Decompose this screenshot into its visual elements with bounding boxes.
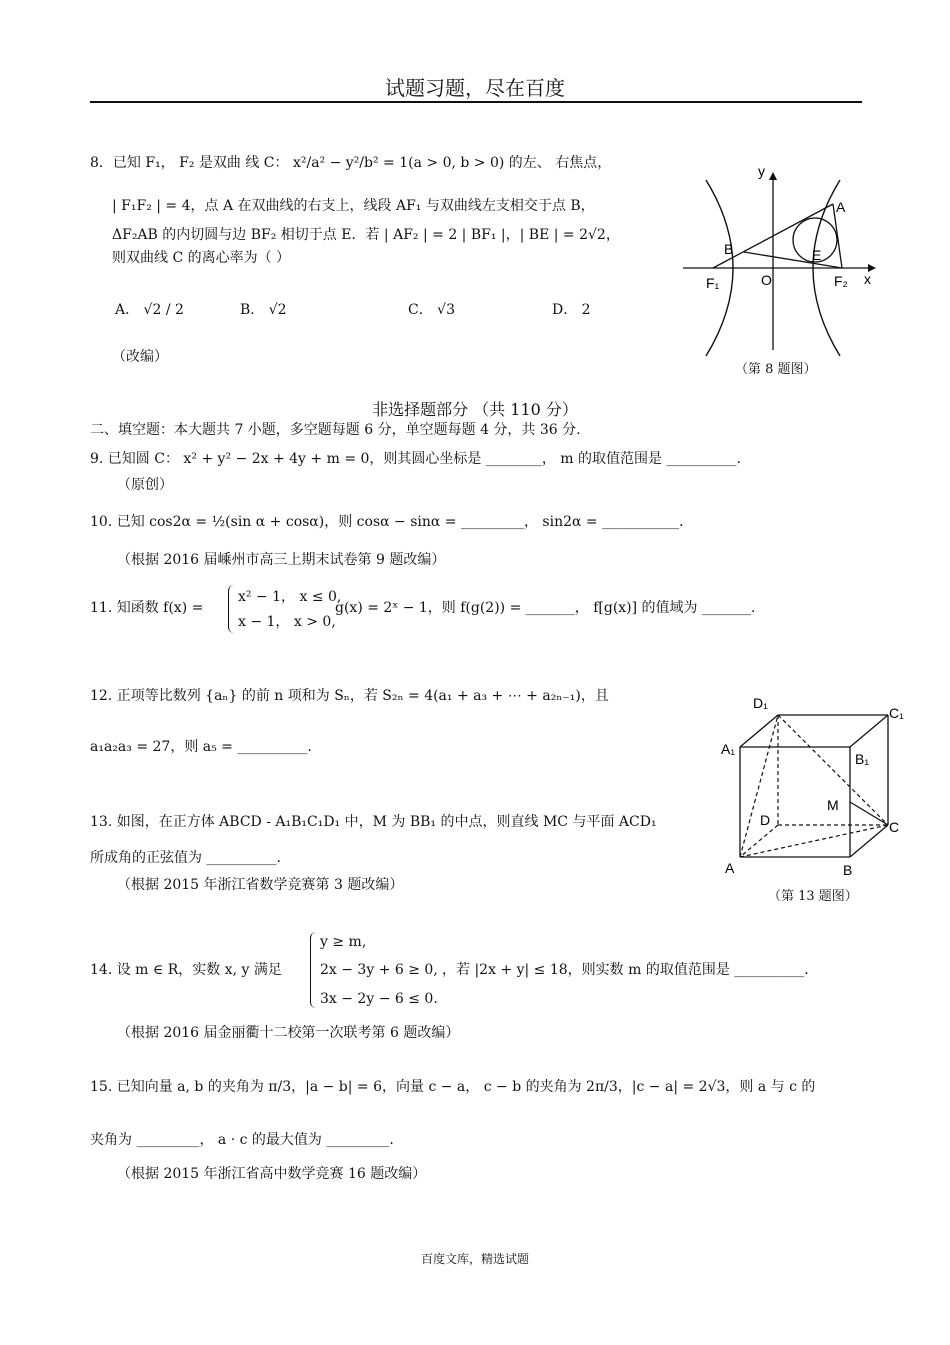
edge-a1d1	[740, 715, 778, 747]
q9-note: （原创）	[117, 477, 173, 493]
q11-tail: g(x) = 2ˣ − 1，则 f(g(2)) = _______， f[g(x)] 的值域为 _______．	[335, 600, 766, 616]
q15-line1: 15. 已知向量 a, b 的夹角为 π/3，|a − b| = 6，向量 c − a， c − b 的夹角为 2π/3，|c − a| = 2√3，则 a 与 c 的	[90, 1079, 816, 1095]
section-instructions: 二、填空题：本大题共 7 小题，多空题每题 6 分，单空题每题 4 分，共 36 分.	[90, 422, 581, 438]
q8-option-c: C． √3	[408, 302, 455, 318]
edge-c1b1	[850, 715, 888, 747]
page-footer: 百度文库，精选试题	[420, 1252, 529, 1266]
label-x: x	[864, 271, 871, 287]
line-ac	[740, 825, 888, 857]
q14-tail: ，若 |2x + y| ≤ 18，则实数 m 的取值范围是 __________．	[442, 962, 819, 978]
label-a1: A₁	[721, 741, 736, 757]
section-title: 非选择题部分 （共 110 分）	[372, 400, 578, 419]
q8-line1: 8．已知 F₁， F₂ 是双曲 线 C： x²/a² − y²/b² = 1(a > 0, b > 0) 的左、 右焦点，	[90, 155, 612, 171]
label-d1: D₁	[753, 695, 768, 711]
q10-text: 10. 已知 cos2α = ½(sin α + cosα)，则 cosα − sinα = _________， sin2α = ___________．	[90, 514, 694, 530]
q15-line2: 夹角为 _________， a · c 的最大值为 _________.	[90, 1132, 394, 1148]
q15-note: （根据 2015 年浙江省高中数学竞赛 16 题改编）	[117, 1166, 427, 1182]
label-a: A	[725, 860, 735, 876]
label-c1: C₁	[889, 705, 904, 721]
q14-lead: 14. 设 m ∈ R，实数 x, y 满足	[90, 962, 282, 978]
label-o: O	[761, 272, 772, 288]
hyperbola-figure	[678, 160, 898, 360]
q8-option-d: D． 2	[552, 302, 591, 318]
label-f1: F₁	[706, 275, 720, 291]
cube-figure	[715, 690, 905, 890]
q8-option-b: B． √2	[240, 302, 287, 318]
page-header-title: 试题习题，尽在百度	[385, 76, 565, 100]
label-m: M	[827, 797, 839, 813]
label-y: y	[758, 163, 765, 179]
q11-case1: x² − 1， x ≤ 0,	[238, 589, 342, 605]
label-c: C	[889, 819, 900, 835]
line-ad1	[740, 715, 778, 857]
label-f2: F₂	[834, 273, 848, 289]
q9-text: 9. 已知圆 C： x² + y² − 2x + 4y + m = 0，则其圆心坐标是 ________， m 的取值范围是 __________.	[90, 451, 741, 467]
edge-da-hidden	[740, 825, 778, 857]
label-e: E	[812, 247, 822, 263]
label-b: B	[724, 241, 734, 257]
q8-note: （改编）	[112, 349, 168, 365]
q11-brace	[228, 585, 235, 633]
q10-note: （根据 2016 届嵊州市高三上期末试卷第 9 题改编）	[117, 552, 446, 568]
label-b: B	[843, 862, 853, 878]
q8-line3: ΔF₂AB 的内切圆与边 BF₂ 相切于点 E．若 | AF₂ | = 2 | BF₁ |，| BE | = 2√2，	[112, 227, 620, 243]
label-a: A	[836, 199, 846, 215]
segment-bf2	[744, 252, 842, 268]
q14-case1: y ≥ m,	[320, 934, 367, 950]
q13-line1: 13. 如图，在正方体 ABCD - A₁B₁C₁D₁ 中，M 为 BB₁ 的中点，则直线 MC 与平面 ACD₁	[90, 814, 657, 830]
q8-line2: | F₁F₂ | = 4，点 A 在双曲线的右支上，线段 AF₁ 与双曲线左支相交于点 B，	[112, 198, 595, 214]
q13-line2: 所成角的正弦值为 __________.	[90, 850, 281, 866]
q11-case2: x − 1， x > 0,	[238, 614, 336, 630]
fig13-caption: （第 13 题图）	[768, 889, 858, 904]
q14-case2: 2x − 3y + 6 ≥ 0,	[320, 962, 438, 978]
label-d: D	[760, 812, 771, 828]
q8-line4: 则双曲线 C 的离心率为（ ）	[112, 250, 291, 266]
q14-note: （根据 2016 届金丽衢十二校第一次联考第 6 题改编）	[117, 1025, 460, 1041]
q11-lead: 11. 知函数 f(x) =	[90, 600, 204, 616]
label-b1: B₁	[855, 751, 870, 767]
q14-case3: 3x − 2y − 6 ≤ 0.	[320, 991, 438, 1007]
q8-option-a: A． √2 / 2	[115, 302, 184, 318]
y-axis-arrow	[769, 172, 777, 180]
q12-line1: 12. 正项等比数列 {aₙ} 的前 n 项和为 Sₙ，若 S₂ₙ = 4(a₁ + a₃ + ⋯ + a₂ₙ₋₁)，且	[90, 688, 609, 704]
fig8-caption: （第 8 题图）	[735, 362, 817, 377]
header-rule	[90, 101, 862, 103]
q14-brace	[310, 932, 317, 1008]
q12-line2: a₁a₂a₃ = 27，则 a₅ = __________.	[90, 739, 312, 755]
q13-note: （根据 2015 年浙江省数学竞赛第 3 题改编）	[117, 877, 404, 893]
edge-cb	[850, 825, 888, 857]
